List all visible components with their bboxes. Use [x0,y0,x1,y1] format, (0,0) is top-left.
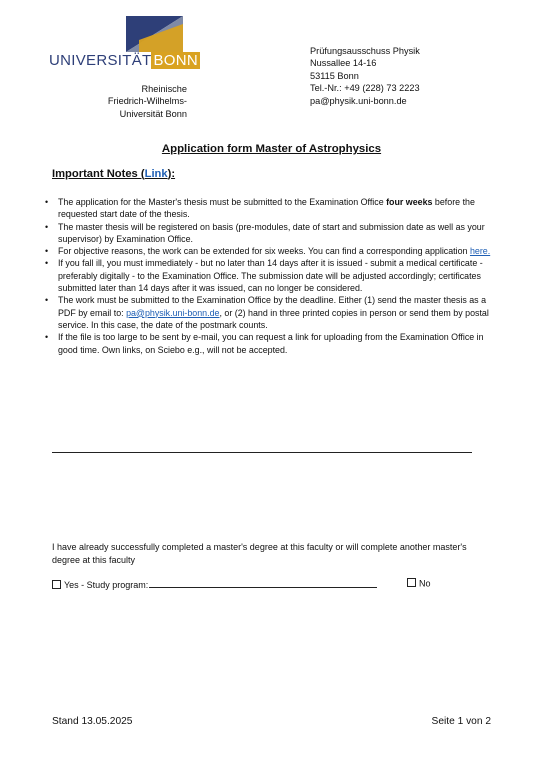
university-line-1: Rheinische [141,84,187,94]
notes-heading-suffix: ): [167,168,176,180]
note-item-submission [44,196,496,221]
office-address-block [310,45,420,107]
university-logo-wordmark [49,52,200,69]
footer-page-number: Seite 1 von 2 [431,716,491,727]
note-item-registration [44,221,496,246]
note-text: The application for the Master's thesis must be submitted to the Examination Office [58,197,387,207]
note-item-illness [44,257,496,294]
notes-heading-link[interactable]: Link [144,168,168,180]
office-phone: Tel.-Nr.: +49 (228) 73 2223 [310,83,420,94]
email-link[interactable]: pa@physik.uni-bonn.de [126,307,220,318]
yes-option [52,578,377,590]
study-program-field[interactable] [149,578,377,588]
office-name: Prüfungsausschuss Physik [310,46,420,56]
note-item-large-file [44,331,496,356]
note-text: before the requested start date of the thesis. [58,197,475,220]
university-logo-graphic [49,14,185,54]
note-text: If the file is too large to be sent by e-mail, you can request a link for uploading from the Examination Office in good time. Own links, on Sciebo e.g., will not be accepted. [58,332,484,355]
extension-application-link[interactable]: here. [469,246,491,257]
horizontal-divider [52,452,472,453]
yes-checkbox[interactable] [52,580,61,589]
no-option [407,578,431,589]
university-line-2: Friedrich-Wilhelms- [107,96,187,107]
important-notes-heading [52,168,175,180]
note-bold-text: four weeks [386,197,433,207]
no-label: No [419,578,431,589]
logo-word-universitaet: UNIVERSITÄT [49,52,152,69]
footer-date: Stand 13.05.2025 [52,716,133,727]
office-city: 53115 Bonn [310,70,359,81]
university-line-3: Universität Bonn [119,108,187,119]
notes-heading-prefix: Important Notes ( [52,168,145,180]
note-text: The master thesis will be registered on basis (pre-modules, date of start and submission date as well as your supervisor) by Examination Office. [58,221,485,244]
form-title: Application form Master of Astrophysics [161,143,382,155]
note-text: For objective reasons, the work can be extended for six weeks. You can find a corresponding application [58,246,470,257]
note-item-extension [44,245,496,257]
degree-statement: I have already successfully completed a master's degree at this faculty or will complete another master's degree at this faculty [52,542,467,565]
note-text: The work must be submitted to the Examination Office by the deadline. Either (1) send the master thesis as a PDF by email to: [58,295,487,318]
office-street: Nussallee 14-16 [310,58,377,69]
note-item-deadline [44,294,496,331]
office-email: pa@physik.uni-bonn.de [310,95,407,106]
no-checkbox[interactable] [407,578,416,587]
yes-label: Yes - Study program: [64,580,149,590]
logo-word-bonn: BONN [153,52,199,69]
university-name-block [108,83,187,120]
important-notes-list [44,196,496,356]
note-text: , or (2) hand in three printed copies in person or send them by postal service. In this case, the date of the postmark counts. [58,307,489,330]
note-text: If you fall ill, you must immediately - but no later than 14 days after it is issued - submit a medical certificate - preferably digitally - to the Examination Office. The submission date will be adjusted accordingly; certificates submitted later than 14 days after it was issued, can no longer be considered. [58,258,483,294]
